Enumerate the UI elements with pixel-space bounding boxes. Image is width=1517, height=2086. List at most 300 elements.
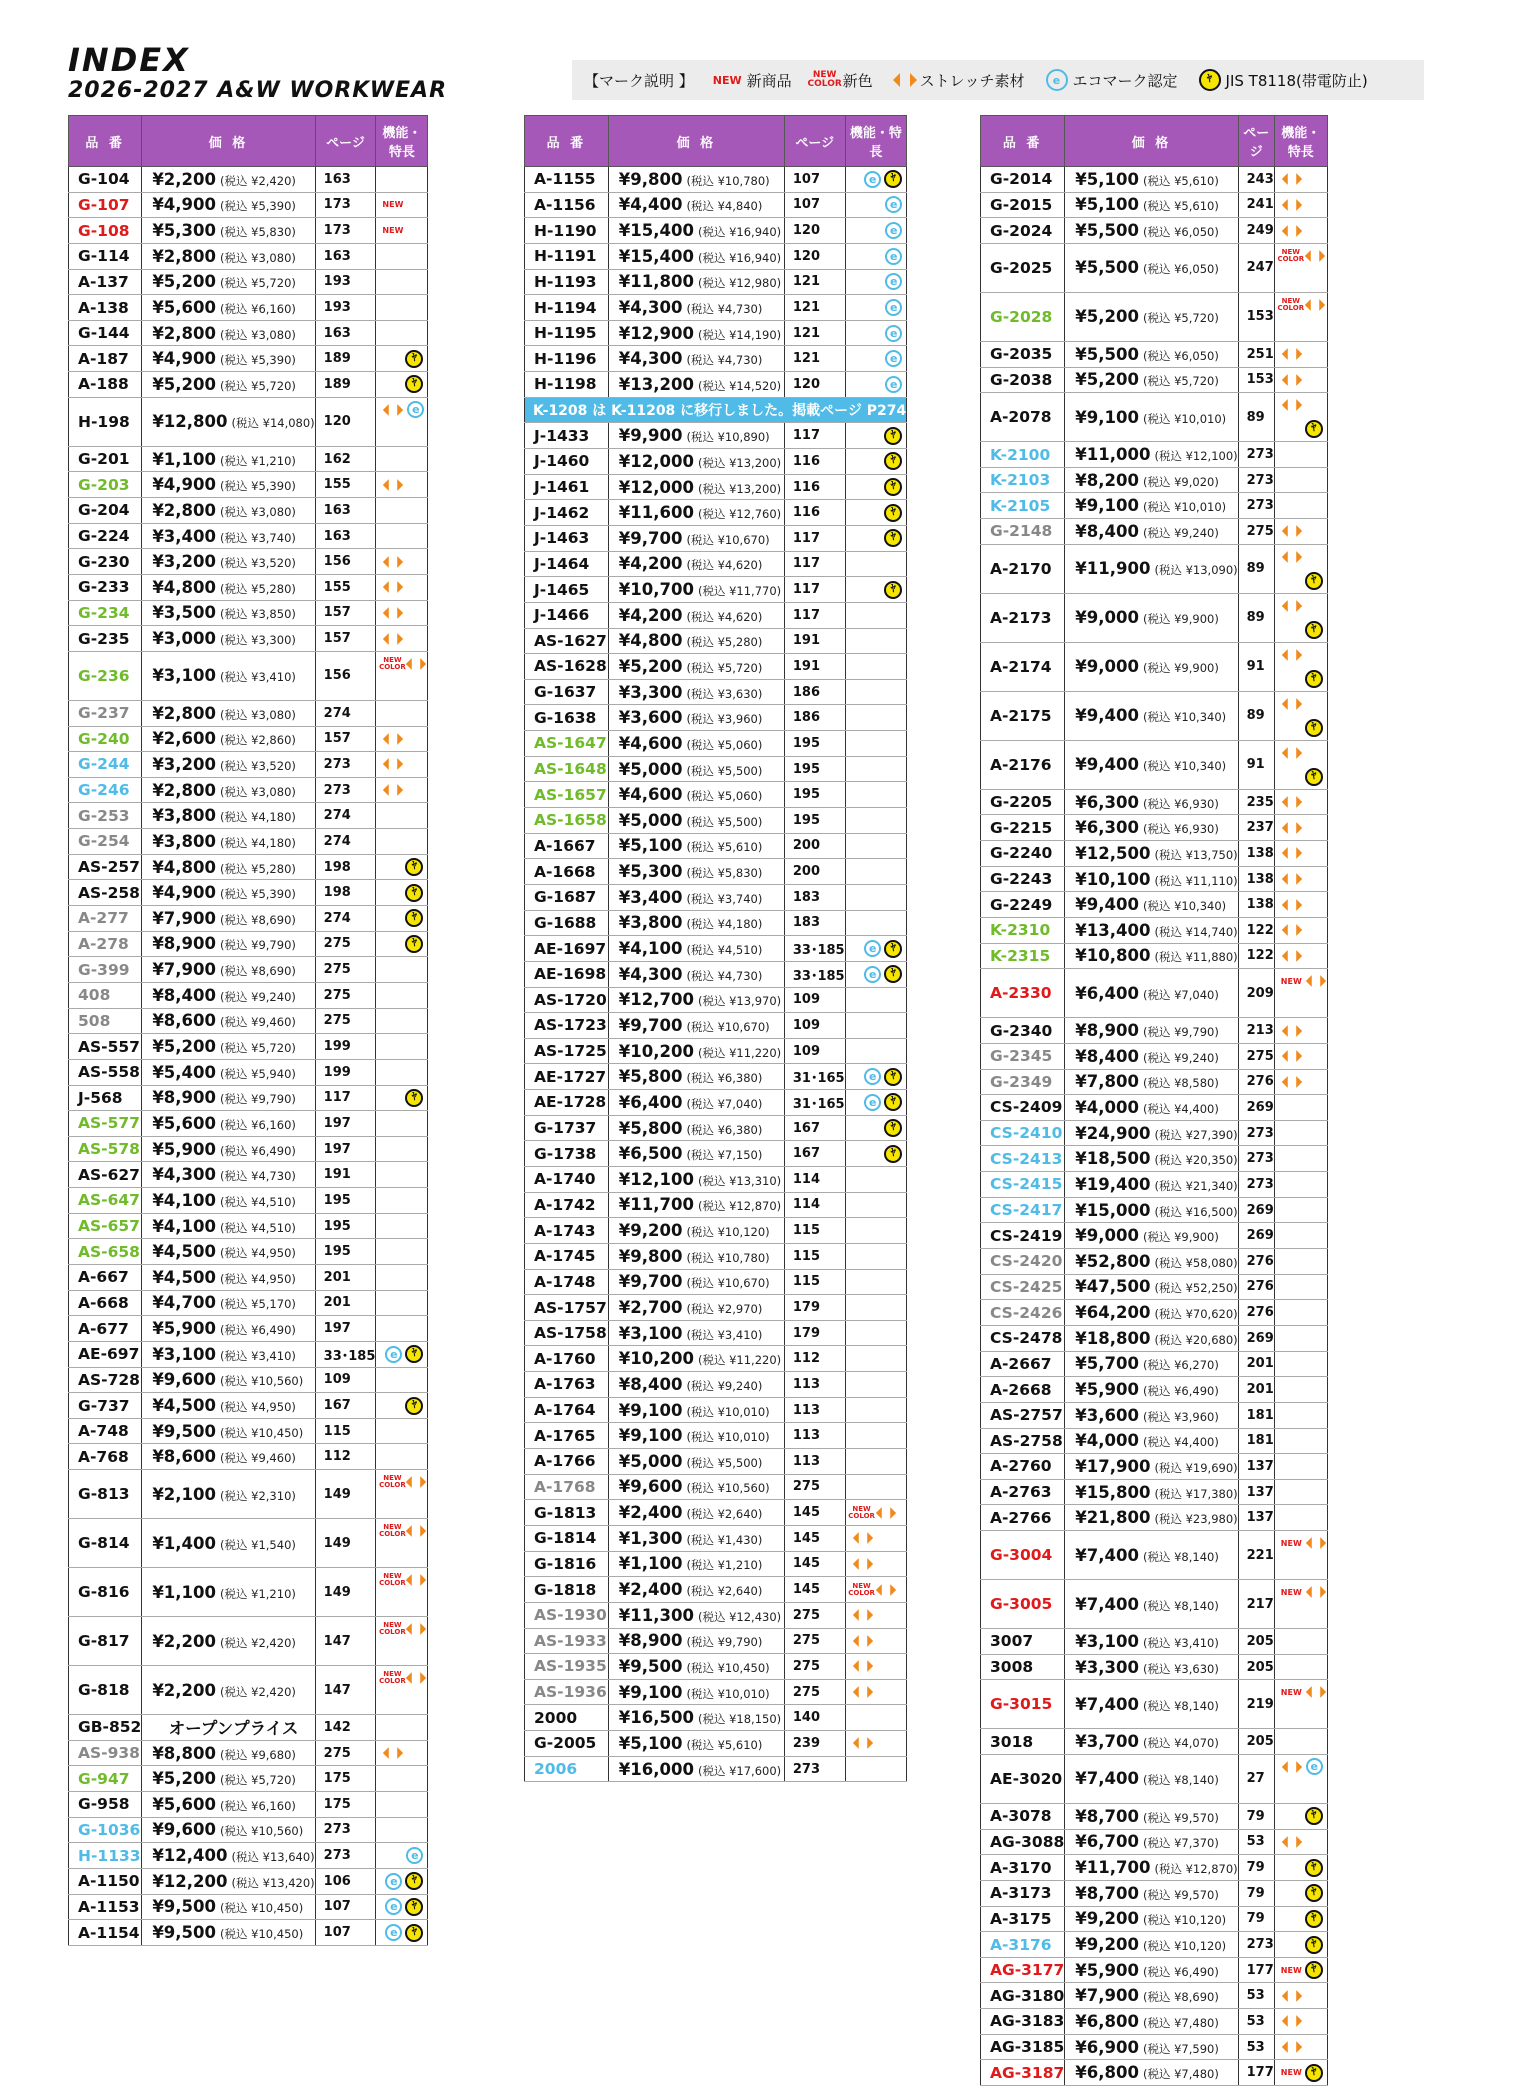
price xyxy=(1065,789,1238,815)
price-excl-tax: ¥2,400 xyxy=(618,1580,683,1600)
price xyxy=(142,1085,315,1111)
price-incl-tax: (税込 ¥3,080) xyxy=(220,327,296,342)
table-row xyxy=(525,192,907,218)
price-incl-tax: (税込 ¥9,570) xyxy=(1142,1810,1219,1825)
table-row xyxy=(69,269,428,295)
price-incl-tax: (税込 ¥5,280) xyxy=(686,635,763,650)
price xyxy=(142,931,315,957)
catalog-page: 195 xyxy=(315,1239,376,1265)
product-code: G-253 xyxy=(69,803,142,829)
price-excl-tax: ¥8,400 xyxy=(1075,1046,1139,1066)
price-incl-tax: (税込 ¥13,640) xyxy=(231,1850,315,1865)
product-code: G-233 xyxy=(69,574,142,600)
price-excl-tax: ¥13,200 xyxy=(618,374,694,394)
product-code: AS-1657 xyxy=(525,782,609,808)
catalog-page: 163 xyxy=(315,320,376,346)
features xyxy=(845,1705,907,1731)
product-code: G-399 xyxy=(69,957,142,983)
product-code: H-1133 xyxy=(69,1843,142,1869)
product-code: AS-1757 xyxy=(525,1295,609,1321)
features xyxy=(376,1740,428,1766)
features xyxy=(376,1008,428,1034)
jis-antistatic-icon: ﾔ xyxy=(1305,420,1323,438)
product-code: AS-1933 xyxy=(525,1628,609,1654)
price xyxy=(608,449,784,475)
price xyxy=(142,1843,315,1869)
price-excl-tax: ¥5,900 xyxy=(152,1319,216,1339)
features xyxy=(1274,943,1327,969)
price-incl-tax: (税込 ¥7,040) xyxy=(686,1096,763,1111)
legend-label: 【マーク説明 】 xyxy=(584,71,694,90)
price xyxy=(608,551,784,577)
price xyxy=(1065,1932,1238,1958)
table-row xyxy=(981,1932,1328,1958)
catalog-page: 149 xyxy=(315,1470,376,1519)
price-incl-tax: (税込 ¥8,140) xyxy=(1142,1773,1219,1788)
price-excl-tax: ¥9,800 xyxy=(618,169,683,189)
price xyxy=(608,859,784,885)
features xyxy=(845,1346,907,1372)
features xyxy=(1274,1249,1327,1275)
product-code: K-2100 xyxy=(981,442,1065,468)
product-code: G-2015 xyxy=(981,192,1065,218)
features xyxy=(845,1115,907,1141)
price-incl-tax: (税込 ¥10,560) xyxy=(686,1481,770,1496)
price-incl-tax: (税込 ¥5,390) xyxy=(220,479,296,494)
price-incl-tax: (税込 ¥14,740) xyxy=(1154,924,1238,939)
features xyxy=(376,1894,428,1920)
price-incl-tax: (税込 ¥12,980) xyxy=(697,276,782,291)
price xyxy=(142,1213,315,1239)
stretch-icon xyxy=(382,580,404,594)
price xyxy=(608,1423,784,1449)
price-incl-tax: (税込 ¥9,570) xyxy=(1142,1887,1219,1902)
features xyxy=(845,1372,907,1398)
product-code: AE-697 xyxy=(69,1341,142,1367)
features xyxy=(376,192,428,218)
catalog-page: 153 xyxy=(1238,367,1274,393)
price-excl-tax: ¥5,900 xyxy=(1075,1960,1139,1980)
price-incl-tax: (税込 ¥13,970) xyxy=(697,994,782,1009)
catalog-page: 167 xyxy=(784,1115,845,1141)
catalog-page: 31･165 xyxy=(784,1064,845,1090)
product-code: G-2028 xyxy=(981,292,1065,341)
features xyxy=(845,602,907,628)
price xyxy=(142,1894,315,1920)
price-excl-tax: ¥5,500 xyxy=(1075,221,1139,241)
product-code: G-3004 xyxy=(981,1531,1065,1580)
price-incl-tax: (税込 ¥5,720) xyxy=(220,378,296,393)
product-code: AE-3020 xyxy=(981,1754,1065,1803)
features xyxy=(1274,1274,1327,1300)
price-incl-tax: (税込 ¥1,540) xyxy=(220,1537,296,1552)
product-code: AS-258 xyxy=(69,880,142,906)
product-code: G-2014 xyxy=(981,167,1065,193)
price-excl-tax: ¥6,800 xyxy=(1075,2011,1139,2031)
price-excl-tax: ¥12,000 xyxy=(618,451,694,471)
price-excl-tax: ¥8,400 xyxy=(1075,521,1139,541)
features xyxy=(845,808,907,834)
product-code: A-1154 xyxy=(69,1920,142,1946)
price-excl-tax: ¥15,000 xyxy=(1075,1200,1151,1220)
product-code: G-107 xyxy=(69,192,142,218)
price-incl-tax: (税込 ¥10,670) xyxy=(686,532,770,547)
catalog-page: 273 xyxy=(784,1756,845,1782)
price-excl-tax: ¥6,400 xyxy=(1075,983,1139,1003)
price-excl-tax: ¥9,000 xyxy=(1075,1226,1139,1246)
price-incl-tax: (税込 ¥10,890) xyxy=(686,430,770,445)
catalog-page: 269 xyxy=(1238,1095,1274,1121)
price-incl-tax: (税込 ¥1,210) xyxy=(686,1558,763,1573)
table-row xyxy=(525,1705,907,1731)
features xyxy=(1274,442,1327,468)
catalog-page: 153 xyxy=(1238,292,1274,341)
price-incl-tax: (税込 ¥9,020) xyxy=(1142,474,1219,489)
price-incl-tax: (税込 ¥9,240) xyxy=(220,989,296,1004)
price-incl-tax: (税込 ¥4,950) xyxy=(220,1400,296,1414)
table-row xyxy=(981,1172,1328,1198)
table-row xyxy=(69,1519,428,1568)
price xyxy=(608,1064,784,1090)
features xyxy=(845,1628,907,1654)
table-row xyxy=(981,1223,1328,1249)
product-code: A-3170 xyxy=(981,1855,1065,1881)
product-code: A-3176 xyxy=(981,1932,1065,1958)
table-row xyxy=(981,1377,1328,1403)
product-code: G-230 xyxy=(69,549,142,575)
price xyxy=(142,1239,315,1265)
product-code: GB-852 xyxy=(69,1715,142,1741)
catalog-page: 195 xyxy=(315,1213,376,1239)
table-row xyxy=(981,1629,1328,1655)
catalog-page: 149 xyxy=(315,1568,376,1617)
table-row xyxy=(981,1479,1328,1505)
features xyxy=(1274,815,1327,841)
price-excl-tax: ¥10,200 xyxy=(618,1349,694,1369)
features xyxy=(376,295,428,321)
features xyxy=(376,600,428,626)
product-code: A-1748 xyxy=(525,1269,609,1295)
price xyxy=(1065,243,1238,292)
catalog-page: 175 xyxy=(315,1766,376,1792)
catalog-page: 274 xyxy=(315,700,376,726)
price xyxy=(608,1038,784,1064)
features xyxy=(1274,1680,1327,1729)
product-code: G-246 xyxy=(69,777,142,803)
price-incl-tax: (税込 ¥10,450) xyxy=(220,1425,304,1440)
features xyxy=(1274,1580,1327,1629)
catalog-page: 173 xyxy=(315,192,376,218)
price-excl-tax: ¥11,000 xyxy=(1075,445,1151,465)
catalog-page: 33･185 xyxy=(784,961,845,987)
product-code: A-667 xyxy=(69,1264,142,1290)
product-code: CS-2409 xyxy=(981,1095,1065,1121)
price-excl-tax: ¥8,600 xyxy=(152,1011,216,1031)
table-row xyxy=(525,859,907,885)
price xyxy=(1065,815,1238,841)
table-row xyxy=(525,1756,907,1782)
catalog-page: 273 xyxy=(1238,493,1274,519)
price xyxy=(142,1316,315,1342)
product-code: G-1688 xyxy=(525,910,609,936)
price xyxy=(142,498,315,524)
product-code: 3008 xyxy=(981,1654,1065,1680)
price-excl-tax: ¥6,700 xyxy=(1075,1832,1139,1852)
price xyxy=(1065,1300,1238,1326)
stretch-icon xyxy=(1281,949,1303,963)
features xyxy=(845,628,907,654)
page-title: INDEX xyxy=(68,41,190,79)
price-excl-tax: ¥4,800 xyxy=(618,631,683,651)
price xyxy=(142,446,315,472)
table-row xyxy=(525,474,907,500)
product-code: AS-2757 xyxy=(981,1402,1065,1428)
features xyxy=(376,1290,428,1316)
price-excl-tax: ¥5,100 xyxy=(618,836,683,856)
price-incl-tax: (税込 ¥1,210) xyxy=(220,453,296,468)
features xyxy=(376,167,428,193)
table-row xyxy=(69,1894,428,1920)
features xyxy=(1274,1223,1327,1249)
features xyxy=(1274,691,1327,740)
eco-mark-icon: e xyxy=(864,171,881,188)
features xyxy=(1274,393,1327,442)
catalog-page: 107 xyxy=(784,192,845,218)
features xyxy=(1274,467,1327,493)
new-mark-icon: NEW xyxy=(1280,1687,1302,1697)
catalog-page: 109 xyxy=(784,987,845,1013)
price-incl-tax: (税込 ¥3,740) xyxy=(686,891,763,906)
price-incl-tax: (税込 ¥23,980) xyxy=(1154,1512,1238,1527)
price xyxy=(608,500,784,526)
table-row xyxy=(69,498,428,524)
features xyxy=(845,1269,907,1295)
table-row xyxy=(981,393,1328,442)
price-incl-tax: (税込 ¥10,010) xyxy=(1142,500,1227,515)
product-code: G-2340 xyxy=(981,1018,1065,1044)
product-code: A-3173 xyxy=(981,1880,1065,1906)
features xyxy=(845,192,907,218)
new-color-mark-icon: NEW COLOR xyxy=(379,1572,406,1588)
price-excl-tax: ¥5,200 xyxy=(152,272,216,292)
table-row xyxy=(525,808,907,834)
table-row xyxy=(69,192,428,218)
price xyxy=(1065,969,1238,1018)
product-code: G-2035 xyxy=(981,341,1065,367)
table-row xyxy=(69,1444,428,1470)
table-row xyxy=(525,423,907,449)
stretch-icon xyxy=(1305,1536,1327,1550)
price-excl-tax: ¥8,600 xyxy=(152,1447,216,1467)
new-mark-icon: NEW xyxy=(1280,1965,1302,1975)
features xyxy=(376,931,428,957)
table-row xyxy=(981,815,1328,841)
price-excl-tax: ¥8,400 xyxy=(152,985,216,1005)
price-excl-tax: ¥8,800 xyxy=(152,1743,216,1763)
stretch-icon xyxy=(405,1622,427,1636)
stretch-icon xyxy=(1281,923,1303,937)
product-code: A-187 xyxy=(69,346,142,372)
table-row xyxy=(525,1577,907,1603)
price xyxy=(608,1525,784,1551)
table-row xyxy=(69,1766,428,1792)
price-incl-tax: (税込 ¥3,080) xyxy=(220,784,296,799)
price-incl-tax: (税込 ¥12,430) xyxy=(697,1609,782,1624)
product-code: G-2243 xyxy=(981,866,1065,892)
eco-mark-icon: e xyxy=(885,350,902,367)
product-code: G-236 xyxy=(69,651,142,700)
price xyxy=(142,1817,315,1843)
new-color-mark-icon: NEW COLOR xyxy=(848,1581,875,1597)
price-incl-tax: (税込 ¥4,400) xyxy=(1142,1101,1219,1116)
product-code: J-1433 xyxy=(525,423,609,449)
catalog-page: 274 xyxy=(315,906,376,932)
features xyxy=(376,1341,428,1367)
features xyxy=(845,1449,907,1475)
table-row xyxy=(981,544,1328,593)
features xyxy=(845,833,907,859)
price-excl-tax: ¥10,700 xyxy=(618,580,694,600)
table-row xyxy=(69,1740,428,1766)
price-incl-tax: (税込 ¥7,480) xyxy=(1142,2015,1219,2030)
table-row xyxy=(981,1754,1328,1803)
price-excl-tax: ¥4,600 xyxy=(618,733,683,753)
price-incl-tax: (税込 ¥17,380) xyxy=(1154,1486,1238,1501)
price xyxy=(142,218,315,244)
product-code: G-108 xyxy=(69,218,142,244)
catalog-page: 235 xyxy=(1238,789,1274,815)
price xyxy=(1065,1505,1238,1531)
table-row xyxy=(69,700,428,726)
price-incl-tax: (税込 ¥12,870) xyxy=(1154,1862,1238,1877)
catalog-page: 273 xyxy=(1238,1932,1274,1958)
price-incl-tax: (税込 ¥5,720) xyxy=(1142,311,1219,326)
eco-mark-icon: e xyxy=(864,940,881,957)
catalog-page: 177 xyxy=(1238,2060,1274,2086)
catalog-page: 109 xyxy=(784,1013,845,1039)
jis-antistatic-icon: ﾔ xyxy=(884,1145,902,1163)
catalog-page: 273 xyxy=(315,752,376,778)
price-incl-tax: (税込 ¥5,940) xyxy=(220,1066,296,1081)
price-incl-tax: (税込 ¥13,200) xyxy=(697,455,782,470)
product-code: G-203 xyxy=(69,472,142,498)
table-row xyxy=(981,1531,1328,1580)
price-excl-tax: ¥12,200 xyxy=(152,1871,228,1891)
price-excl-tax: ¥9,400 xyxy=(1075,755,1139,775)
catalog-page: 79 xyxy=(1238,1880,1274,1906)
product-code: A-2176 xyxy=(981,740,1065,789)
price-incl-tax: (税込 ¥4,620) xyxy=(686,609,763,624)
price-excl-tax: ¥5,000 xyxy=(618,810,683,830)
table-row xyxy=(981,218,1328,244)
catalog-page: 89 xyxy=(1238,691,1274,740)
product-code: AS-2758 xyxy=(981,1428,1065,1454)
product-code: G-254 xyxy=(69,829,142,855)
stretch-icon xyxy=(1281,1835,1303,1849)
table-row xyxy=(981,1454,1328,1480)
table-row xyxy=(981,1855,1328,1881)
price-excl-tax: ¥11,700 xyxy=(1075,1858,1151,1878)
price-excl-tax: ¥18,500 xyxy=(1075,1149,1151,1169)
features xyxy=(845,1192,907,1218)
price xyxy=(142,1617,315,1666)
price-incl-tax: (税込 ¥10,010) xyxy=(1142,411,1227,426)
table-row xyxy=(69,829,428,855)
catalog-page: 269 xyxy=(1238,1325,1274,1351)
features xyxy=(376,1920,428,1946)
price xyxy=(608,1449,784,1475)
price-excl-tax: ¥9,200 xyxy=(618,1221,683,1241)
table-row xyxy=(981,1580,1328,1629)
catalog-page: 53 xyxy=(1238,2009,1274,2035)
price-incl-tax: (税込 ¥5,390) xyxy=(220,199,296,214)
price-excl-tax: ¥3,800 xyxy=(152,831,216,851)
stretch-icon xyxy=(875,1583,897,1597)
features xyxy=(845,269,907,295)
header-price: 価 格 xyxy=(142,116,315,167)
price xyxy=(142,1470,315,1519)
price xyxy=(1065,642,1238,691)
price xyxy=(142,1519,315,1568)
product-code: CS-2415 xyxy=(981,1172,1065,1198)
catalog-page: 198 xyxy=(315,854,376,880)
table-row xyxy=(981,866,1328,892)
features xyxy=(376,446,428,472)
price-incl-tax: (税込 ¥13,200) xyxy=(697,481,782,496)
product-code: K-2310 xyxy=(981,917,1065,943)
product-code: AS-1648 xyxy=(525,756,609,782)
price-incl-tax: (税込 ¥2,860) xyxy=(220,733,296,748)
price-excl-tax: ¥4,100 xyxy=(152,1190,216,1210)
product-code: A-1155 xyxy=(525,167,609,193)
table-row xyxy=(525,731,907,757)
price-excl-tax: ¥9,200 xyxy=(1075,1909,1139,1929)
product-code: G-1814 xyxy=(525,1525,609,1551)
product-code: G-1638 xyxy=(525,705,609,731)
price-excl-tax: ¥5,800 xyxy=(618,1067,683,1087)
eco-mark-icon: e xyxy=(407,401,424,418)
price xyxy=(1065,1428,1238,1454)
features xyxy=(1274,1300,1327,1326)
table-row xyxy=(69,167,428,193)
product-code: G-237 xyxy=(69,700,142,726)
price-excl-tax: ¥8,400 xyxy=(618,1374,683,1394)
stretch-icon xyxy=(1305,1685,1327,1699)
price-incl-tax: (税込 ¥6,930) xyxy=(1142,822,1219,837)
stretch-icon xyxy=(382,757,404,771)
stretch-icon xyxy=(1281,1049,1303,1063)
price-excl-tax: ¥7,900 xyxy=(152,960,216,980)
price xyxy=(608,961,784,987)
price-excl-tax: ¥64,200 xyxy=(1075,1303,1151,1323)
catalog-page: 109 xyxy=(784,1038,845,1064)
table-row xyxy=(69,1817,428,1843)
features xyxy=(1274,2060,1327,2086)
product-code: G-1687 xyxy=(525,884,609,910)
price-excl-tax: ¥9,100 xyxy=(618,1400,683,1420)
product-code: 2000 xyxy=(525,1705,609,1731)
price-excl-tax: ¥1,100 xyxy=(152,1582,216,1602)
price-excl-tax: ¥9,600 xyxy=(152,1820,216,1840)
price-incl-tax: (税込 ¥5,720) xyxy=(1142,374,1219,389)
stretch-icon xyxy=(382,732,404,746)
table-row xyxy=(69,1239,428,1265)
catalog-page: 122 xyxy=(1238,917,1274,943)
features xyxy=(376,1059,428,1085)
price-excl-tax: ¥2,700 xyxy=(618,1298,683,1317)
catalog-page: 179 xyxy=(784,1320,845,1346)
table-row xyxy=(525,602,907,628)
